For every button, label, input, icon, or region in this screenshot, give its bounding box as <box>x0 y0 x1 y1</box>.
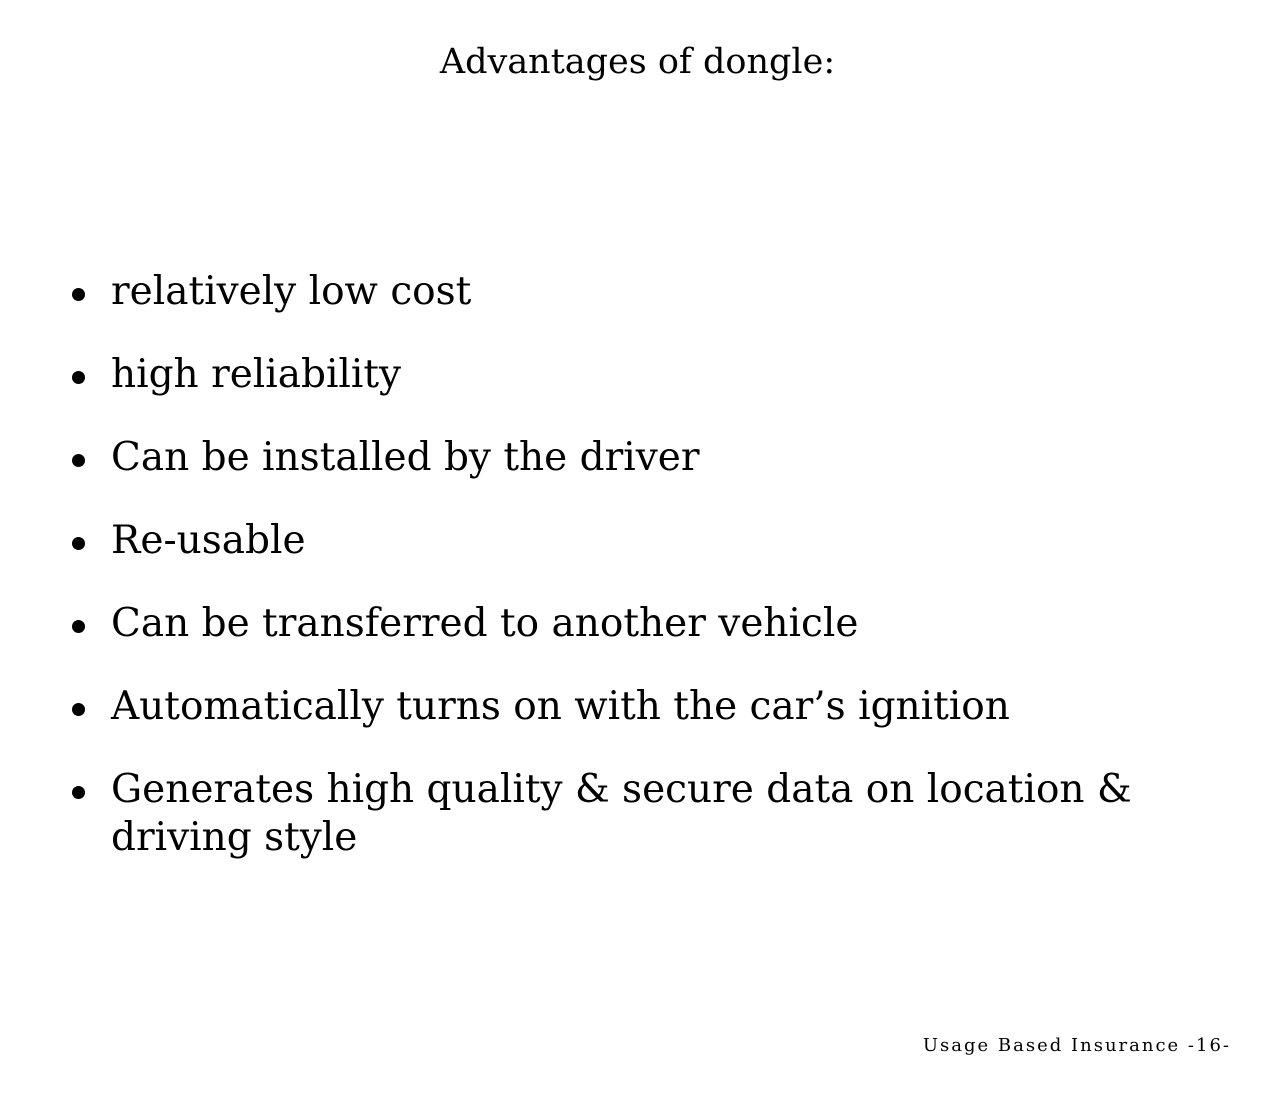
bullet-icon <box>72 537 85 550</box>
list-item-text: Re-usable <box>111 518 306 563</box>
list-item <box>68 600 1218 648</box>
advantages-list <box>68 268 1218 897</box>
list-item-text: relatively low cost <box>111 269 472 314</box>
list-item-text: Can be transferred to another vehicle <box>111 601 859 646</box>
bullet-icon <box>72 703 85 716</box>
bullet-icon <box>72 786 85 799</box>
slide-title: Advantages of dongle: <box>439 42 836 82</box>
list-item-text: Can be installed by the driver <box>111 435 700 480</box>
list-item-text: Generates high quality & secure data on location & driving style <box>111 767 1132 860</box>
list-item <box>68 434 1218 482</box>
list-item <box>68 517 1218 565</box>
bullet-icon <box>72 454 85 467</box>
list-item-text: high reliability <box>111 352 402 397</box>
list-item <box>68 766 1218 862</box>
bullet-icon <box>72 288 85 301</box>
bullet-icon <box>72 620 85 633</box>
bullet-icon <box>72 371 85 384</box>
list-item <box>68 268 1218 316</box>
slide-footer: Usage Based Insurance -16- <box>922 1035 1231 1056</box>
list-item-text: Automatically turns on with the car’s ignition <box>111 684 1010 729</box>
list-item <box>68 683 1218 731</box>
list-item <box>68 351 1218 399</box>
